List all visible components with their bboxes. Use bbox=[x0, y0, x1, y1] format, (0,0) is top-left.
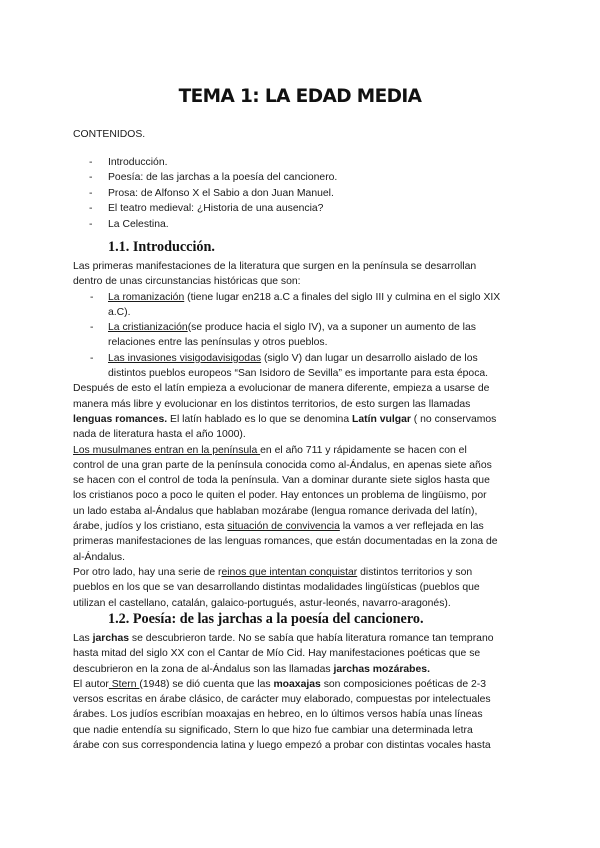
section-heading-poesia: 1.2. Poesía: de las jarchas a la poesía del cancionero. bbox=[108, 611, 424, 627]
paragraph-line: que nadie entendía su significado, Stern lo que hizo fue cambiar una determinada letra bbox=[73, 724, 473, 736]
paragraph-line: los cristianos poco a poco le quiten el poder. Hay entonces un problema de lingüismo, por bbox=[73, 490, 487, 502]
toc-item: - Prosa: de Alfonso X el Sabio a don Juan Manuel. bbox=[89, 187, 334, 199]
paragraph-line: descubrieron en la zona de al-Ándalus son las llamadas jarchas mozárabes. bbox=[73, 663, 430, 675]
paragraph-line: dentro de unas circunstancias históricas que son: bbox=[73, 276, 301, 288]
paragraph-line: al-Ándalus. bbox=[73, 551, 125, 563]
paragraph-line: se hacen con el control de toda la península. Van a dominar durante siete siglos hasta que bbox=[73, 475, 490, 487]
paragraph-line: árabe, judíos y los cristiano, esta situación de convivencia la vamos a ver reflejada en las bbox=[73, 521, 484, 533]
paragraph-line: Las primeras manifestaciones de la literatura que surgen en la península se desarrollan bbox=[73, 261, 477, 272]
page-title: TEMA 1: LA EDAD MEDIA bbox=[178, 86, 422, 107]
paragraph-line: Después de esto el latín empieza a evolucionar de manera diferente, empieza a usarse de bbox=[73, 383, 490, 395]
bullet-cristianizacion: - La cristianización(se produce hacia el siglo IV), va a suponer un aumento de las relaciones entre las penínsulas y otros pueblos. bbox=[90, 322, 476, 349]
paragraph-line: utilizan el castellano, catalán, galaico-portugués, astur-leonés, navarro-aragonés). bbox=[73, 597, 451, 609]
paragraph-line: primeras manifestaciones de las lenguas romances, que están documentadas en la zona de bbox=[73, 536, 498, 548]
toc-item: - Introducción. bbox=[89, 157, 168, 168]
paragraph-line: un lado estaba al-Ándalus que hablaban mozárabe (lengua romance derivada del latín), bbox=[73, 505, 478, 517]
toc-item: - La Celestina. bbox=[89, 218, 169, 230]
section-heading-introduccion: 1.1. Introducción. bbox=[108, 239, 215, 255]
paragraph-line: Por otro lado, hay una serie de reinos que intentan conquistar distintos territorios y son bbox=[73, 566, 473, 578]
table-of-contents bbox=[89, 155, 337, 232]
paragraph-line: pueblos en los que se van desarrollando distintas modalidades lingüísticas (pueblos que bbox=[73, 582, 480, 594]
paragraph-line: versos escritas en árabe clásico, de carácter muy elaborado, compuestas por intelectuales bbox=[73, 694, 491, 706]
paragraph-line: hasta mitad del siglo XX con el Cantar de Mío Cid. Hay manifestaciones poéticas que se bbox=[73, 648, 481, 660]
paragraph-line: El autor Stern (1948) se dió cuenta que las moaxajas son composiciones poéticas de 2-3 bbox=[73, 678, 487, 690]
paragraph-line: control de una gran parte de la península conocida como al-Ándalus, en apenas siete años bbox=[73, 459, 492, 471]
paragraph-line: lenguas romances. El latín hablado es lo que se denomina Latín vulgar ( no conservamos bbox=[73, 413, 497, 425]
paragraph-line: Los musulmanes entran en la península en el año 711 y rápidamente se hacen con el bbox=[73, 444, 467, 456]
paragraph-line: árabe con sus correspondencia latina y luego empezó a probar con distintas vocales hasta bbox=[73, 740, 491, 752]
paragraph-line: árabes. Los judíos escribían moaxajas en hebreo, en lo últimos versos había unas líneas bbox=[73, 709, 483, 721]
toc-item: - El teatro medieval: ¿Historia de una ausencia? bbox=[89, 203, 324, 215]
paragraph-line: Las jarchas se descubrieron tarde. No se sabía que había literatura romance tan temprano bbox=[73, 633, 494, 644]
bullet-invasiones: - Las invasiones visigodavisigodas (siglo V) dan lugar un desarrollo aislado de los distintos pueblos europeos “San Isidoro de Sevilla” es importante para esta época. bbox=[90, 352, 489, 380]
paragraph-line: manera más libre y evolucionar en los distintos territorios, de esto surgen las llamadas bbox=[73, 398, 471, 410]
contents-label: CONTENIDOS. bbox=[73, 129, 146, 140]
section-body-introduccion bbox=[73, 259, 533, 611]
paragraph-line: nada de literatura hasta el año 1000). bbox=[73, 429, 246, 441]
bullet-romanizacion: - La romanización (tiene lugar en218 a.C a finales del siglo III y culmina en el siglo XIX a.C). bbox=[90, 291, 501, 318]
section-body-poesia bbox=[73, 631, 533, 753]
toc-item: - Poesía: de las jarchas a la poesía del cancionero. bbox=[89, 172, 338, 184]
